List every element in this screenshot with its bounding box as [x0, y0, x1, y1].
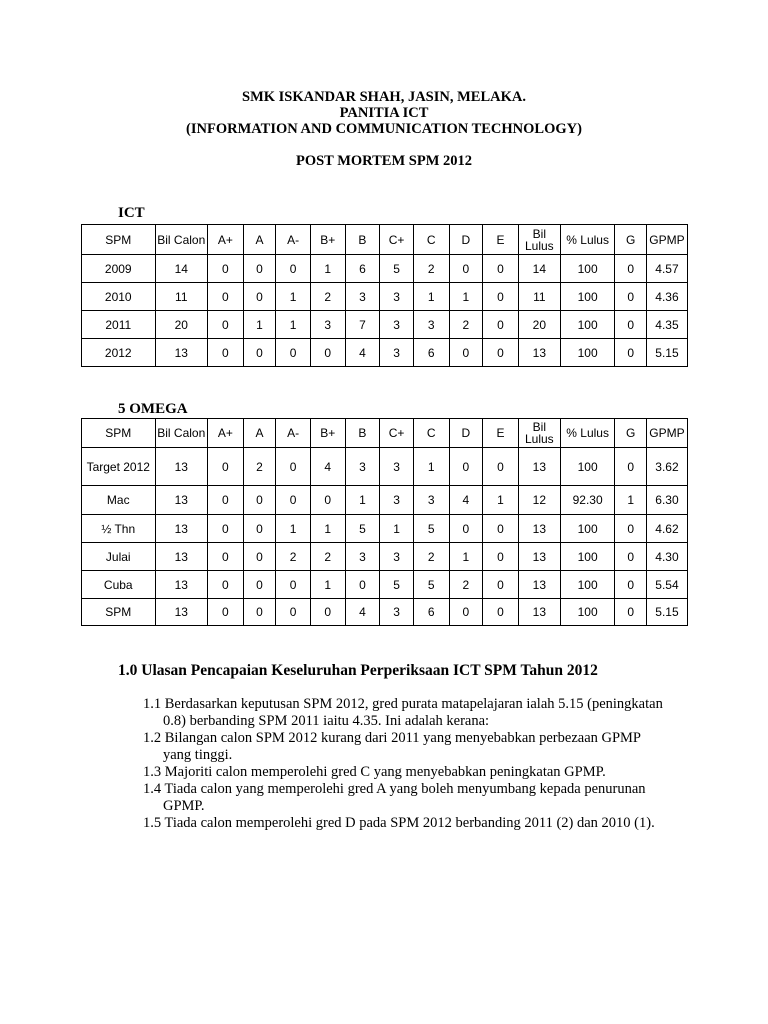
table-cell: 1: [310, 255, 345, 283]
table-cell: 0: [208, 486, 244, 515]
column-header: B: [345, 419, 380, 448]
table-cell: 6: [413, 339, 449, 367]
table-cell: 0: [615, 448, 647, 486]
table-cell: 1: [310, 571, 345, 599]
table-cell: 0: [615, 599, 647, 626]
table-cell: 100: [560, 283, 615, 311]
column-header: B: [345, 225, 380, 255]
table-cell: 0: [449, 515, 483, 543]
table-cell: 0: [615, 571, 647, 599]
table-cell: 100: [560, 255, 615, 283]
table-cell: 13: [155, 543, 208, 571]
table-cell: 4.30: [646, 543, 687, 571]
column-header: SPM: [82, 225, 156, 255]
table-cell: 3: [345, 448, 380, 486]
table-cell: 4: [345, 599, 380, 626]
column-header: SPM: [82, 419, 156, 448]
table-cell: 1: [276, 283, 311, 311]
column-header: % Lulus: [560, 225, 615, 255]
column-header: C: [413, 225, 449, 255]
school-name: SMK ISKANDAR SHAH, JASIN, MELAKA.: [242, 89, 526, 105]
table-cell: 6.30: [646, 486, 687, 515]
column-header: A+: [208, 419, 244, 448]
table-row: [82, 571, 688, 599]
column-header: C+: [380, 225, 414, 255]
table-cell: 3: [380, 339, 414, 367]
table-cell: 0: [310, 486, 345, 515]
table-cell: 1: [276, 311, 311, 339]
analysis-item: 1.3 Majoriti calon memperolehi gred C yang menyebabkan peningkatan GPMP.: [143, 764, 606, 780]
table-cell: 13: [518, 543, 560, 571]
table-row: [82, 283, 688, 311]
table-cell: 5: [413, 571, 449, 599]
table-cell: 13: [518, 448, 560, 486]
row-label-cell: 2012: [82, 339, 156, 367]
table-cell: 92.30: [560, 486, 615, 515]
table-cell: 0: [276, 571, 311, 599]
table-cell: 3: [345, 543, 380, 571]
column-header: GPMP: [646, 225, 687, 255]
table-cell: 0: [208, 543, 244, 571]
table-cell: 20: [155, 311, 208, 339]
table-row: [82, 311, 688, 339]
table-cell: 0: [483, 515, 519, 543]
table-cell: 4.36: [646, 283, 687, 311]
table-cell: 13: [155, 448, 208, 486]
table-row: [82, 599, 688, 626]
table-cell: 13: [155, 486, 208, 515]
table-cell: 0: [615, 543, 647, 571]
row-label-cell: Julai: [82, 543, 156, 571]
table-cell: 0: [615, 311, 647, 339]
table-cell: 2: [243, 448, 276, 486]
table-cell: 7: [345, 311, 380, 339]
table-cell: 3.62: [646, 448, 687, 486]
column-header: A-: [276, 419, 311, 448]
committee-name: PANITIA ICT: [339, 105, 429, 121]
table-row: [82, 339, 688, 367]
table-cell: 14: [155, 255, 208, 283]
table-cell: 3: [310, 311, 345, 339]
column-header: D: [449, 419, 483, 448]
row-label-cell: 2011: [82, 311, 156, 339]
table-cell: 0: [208, 448, 244, 486]
column-header: A: [243, 225, 276, 255]
column-header: G: [615, 419, 647, 448]
table-cell: 0: [276, 339, 311, 367]
column-header: B+: [310, 225, 345, 255]
table-cell: 13: [155, 515, 208, 543]
analysis-list: [143, 696, 663, 832]
table-cell: 13: [518, 515, 560, 543]
table-cell: 100: [560, 448, 615, 486]
table-cell: 0: [243, 283, 276, 311]
table-cell: 0: [243, 571, 276, 599]
table-cell: 0: [449, 255, 483, 283]
table-cell: 3: [380, 543, 414, 571]
omega-results-table: [81, 418, 688, 626]
table-cell: 0: [243, 515, 276, 543]
table-cell: 2: [310, 283, 345, 311]
row-label-cell: 2010: [82, 283, 156, 311]
row-label-cell: ½ Thn: [82, 515, 156, 543]
table-cell: 13: [518, 339, 560, 367]
table-cell: 0: [615, 339, 647, 367]
table-cell: 1: [276, 515, 311, 543]
table-cell: 0: [243, 543, 276, 571]
analysis-item: 1.4 Tiada calon yang memperolehi gred A yang boleh menyumbang kepada penurunan GPMP.: [143, 781, 646, 814]
table-cell: 0: [615, 515, 647, 543]
table-cell: 0: [483, 448, 519, 486]
table-cell: 5: [380, 255, 414, 283]
table-cell: 100: [560, 311, 615, 339]
row-label-cell: Mac: [82, 486, 156, 515]
table-cell: 6: [413, 599, 449, 626]
table-cell: 14: [518, 255, 560, 283]
table-cell: 0: [208, 339, 244, 367]
table-cell: 5: [345, 515, 380, 543]
table-cell: 2: [310, 543, 345, 571]
table-row: [82, 486, 688, 515]
table-cell: 4: [310, 448, 345, 486]
row-label-cell: 2009: [82, 255, 156, 283]
table-cell: 100: [560, 515, 615, 543]
table-cell: 0: [243, 255, 276, 283]
report-title: POST MORTEM SPM 2012: [295, 153, 473, 169]
row-label-cell: Cuba: [82, 571, 156, 599]
table-cell: 0: [208, 515, 244, 543]
table-cell: 13: [155, 599, 208, 626]
table-cell: 0: [483, 339, 519, 367]
table-cell: 3: [380, 283, 414, 311]
table-cell: 4: [449, 486, 483, 515]
table-cell: 2: [449, 571, 483, 599]
table-cell: 0: [345, 571, 380, 599]
table-cell: 0: [310, 599, 345, 626]
table-cell: 0: [483, 543, 519, 571]
table-cell: 0: [615, 255, 647, 283]
table-cell: 0: [449, 599, 483, 626]
table-row: [82, 255, 688, 283]
table-cell: 0: [243, 599, 276, 626]
table-cell: 3: [413, 486, 449, 515]
column-header: A: [243, 419, 276, 448]
table-cell: 1: [483, 486, 519, 515]
table-cell: 1: [449, 543, 483, 571]
table-cell: 0: [449, 448, 483, 486]
table-cell: 2: [413, 255, 449, 283]
column-header: Bil Calon: [155, 419, 208, 448]
table-cell: 0: [483, 571, 519, 599]
table-cell: 0: [208, 311, 244, 339]
ict-section-label: ICT: [118, 205, 145, 221]
table-cell: 100: [560, 339, 615, 367]
table-cell: 1: [449, 283, 483, 311]
column-header: D: [449, 225, 483, 255]
table-cell: 0: [276, 599, 311, 626]
table-cell: 0: [208, 255, 244, 283]
table-cell: 1: [413, 283, 449, 311]
table-cell: 4.35: [646, 311, 687, 339]
table-cell: 12: [518, 486, 560, 515]
row-label-cell: SPM: [82, 599, 156, 626]
table-cell: 1: [380, 515, 414, 543]
table-cell: 5.15: [646, 339, 687, 367]
table-cell: 20: [518, 311, 560, 339]
table-cell: 13: [518, 571, 560, 599]
table-cell: 5: [413, 515, 449, 543]
table-cell: 0: [208, 571, 244, 599]
table-cell: 4.62: [646, 515, 687, 543]
table-cell: 5.54: [646, 571, 687, 599]
table-cell: 3: [345, 283, 380, 311]
column-header: GPMP: [646, 419, 687, 448]
column-header: A-: [276, 225, 311, 255]
table-cell: 0: [276, 255, 311, 283]
table-cell: 0: [276, 448, 311, 486]
table-cell: 100: [560, 599, 615, 626]
table-cell: 0: [243, 339, 276, 367]
table-cell: 3: [380, 486, 414, 515]
table-cell: 3: [380, 448, 414, 486]
table-cell: 2: [449, 311, 483, 339]
table-cell: 0: [615, 283, 647, 311]
table-row: [82, 515, 688, 543]
table-cell: 0: [483, 311, 519, 339]
table-cell: 0: [310, 339, 345, 367]
table-cell: 3: [380, 311, 414, 339]
committee-subtitle: (INFORMATION AND COMMUNICATION TECHNOLOGY): [186, 121, 582, 137]
table-cell: 0: [483, 599, 519, 626]
table-cell: 1: [310, 515, 345, 543]
table-cell: 13: [155, 339, 208, 367]
table-cell: 0: [243, 486, 276, 515]
column-header: Bil Lulus: [518, 419, 560, 448]
table-cell: 0: [276, 486, 311, 515]
table-cell: 5: [380, 571, 414, 599]
column-header: Bil Lulus: [518, 225, 560, 255]
table-cell: 0: [208, 283, 244, 311]
table-cell: 1: [345, 486, 380, 515]
table-cell: 13: [155, 571, 208, 599]
column-header: A+: [208, 225, 244, 255]
table-cell: 6: [345, 255, 380, 283]
analysis-item: 1.5 Tiada calon memperolehi gred D pada SPM 2012 berbanding 2011 (2) dan 2010 (1).: [143, 815, 655, 831]
column-header: E: [483, 419, 519, 448]
column-header: C: [413, 419, 449, 448]
table-cell: 0: [449, 339, 483, 367]
table-cell: 2: [413, 543, 449, 571]
table-row: [82, 448, 688, 486]
row-label-cell: Target 2012: [82, 448, 156, 486]
ict-results-table: [81, 224, 688, 367]
table-cell: 13: [518, 599, 560, 626]
analysis-item: 1.1 Berdasarkan keputusan SPM 2012, gred purata matapelajaran ialah 5.15 (peningkatan 0.8) berbanding SPM 2011 iaitu 4.35. Ini adalah kerana:: [143, 696, 663, 729]
table-cell: 0: [208, 599, 244, 626]
table-cell: 0: [483, 283, 519, 311]
omega-section-label: 5 OMEGA: [118, 401, 188, 417]
table-cell: 3: [380, 599, 414, 626]
column-header: G: [615, 225, 647, 255]
column-header: Bil Calon: [155, 225, 208, 255]
table-row: [82, 543, 688, 571]
analysis-item: 1.2 Bilangan calon SPM 2012 kurang dari 2011 yang menyebabkan perbezaan GPMP yang tinggi.: [143, 730, 641, 763]
table-cell: 11: [518, 283, 560, 311]
table-cell: 4.57: [646, 255, 687, 283]
table-cell: 1: [615, 486, 647, 515]
table-cell: 1: [243, 311, 276, 339]
table-cell: 4: [345, 339, 380, 367]
table-cell: 0: [483, 255, 519, 283]
column-header: C+: [380, 419, 414, 448]
table-cell: 3: [413, 311, 449, 339]
column-header: B+: [310, 419, 345, 448]
table-cell: 100: [560, 571, 615, 599]
table-cell: 2: [276, 543, 311, 571]
table-cell: 11: [155, 283, 208, 311]
analysis-heading: 1.0 Ulasan Pencapaian Keseluruhan Perperiksaan ICT SPM Tahun 2012: [118, 662, 598, 679]
table-cell: 100: [560, 543, 615, 571]
table-cell: 1: [413, 448, 449, 486]
table-cell: 5.15: [646, 599, 687, 626]
column-header: % Lulus: [560, 419, 615, 448]
column-header: E: [483, 225, 519, 255]
